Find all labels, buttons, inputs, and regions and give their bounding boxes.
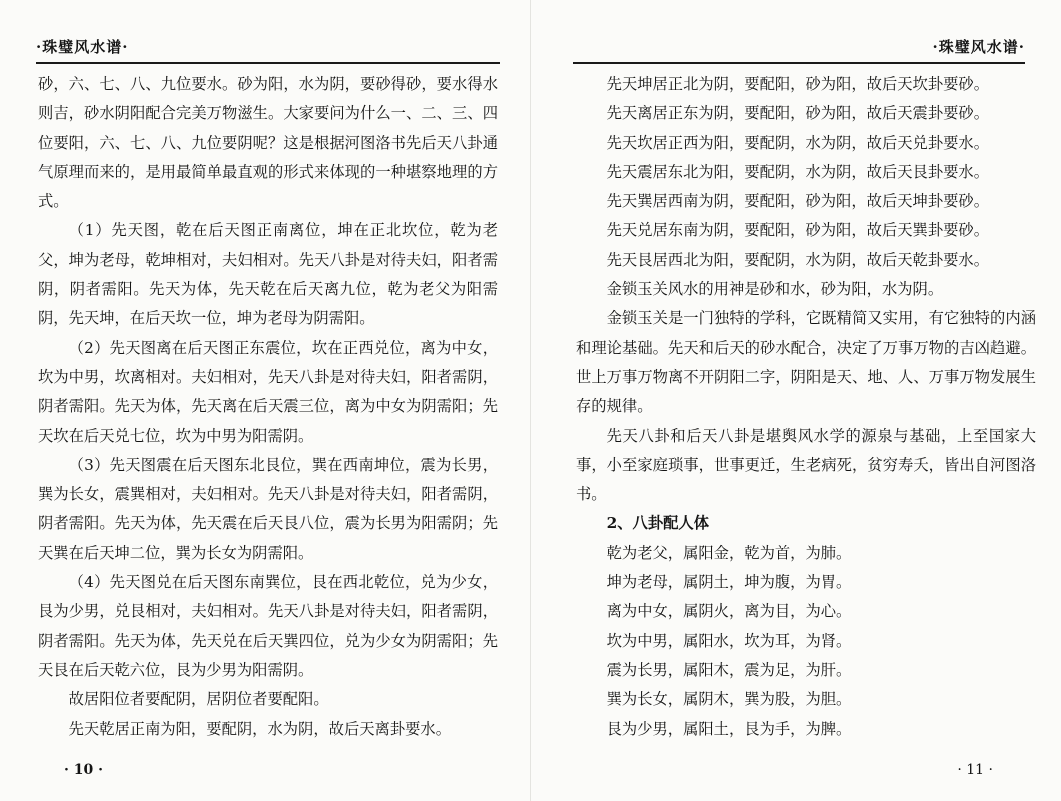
- right-page: [531, 0, 1061, 801]
- body-paragraph: 砂，六、七、八、九位要水。砂为阳，水为阴，要砂得砂，要水得水则吉，砂水阴阳配合完美万物滋生。大家要问为什么一、二、三、四位要阳，六、七、八、九位要阴呢？这是根据河图洛书先后天八卦通气原理而来的，是用最简单最直观的形式来体现的一种堪察地理的方式。: [38, 75, 498, 211]
- left-page-body: [38, 70, 498, 744]
- body-paragraph: 先天坤居正北为阴，要配阳，砂为阳，故后天坎卦要砂。: [606, 75, 990, 93]
- list-item: 坤为老母，属阴土，坤为腹，为胃。: [606, 573, 852, 592]
- header-rule: [36, 62, 500, 64]
- body-paragraph: 先天乾居正南为阳，要配阴，水为阴，故后天离卦要水。: [68, 719, 452, 738]
- list-item: 巽为长女，属阴木，巽为股，为胆。: [606, 690, 852, 709]
- page-number: · 11 ·: [957, 762, 993, 778]
- header-rule: [573, 62, 1025, 64]
- body-paragraph: 金锁玉关风水的用神是砂和水，砂为阳，水为阴。: [606, 280, 944, 299]
- page-number: · 10 ·: [64, 762, 103, 778]
- body-paragraph: 先天震居东北为阳，要配阴，水为阴，故后天艮卦要水。: [606, 162, 990, 181]
- left-page: [0, 0, 530, 801]
- body-paragraph: 先天兑居东南为阴，要配阳，砂为阳，故后天巽卦要砂。: [606, 221, 990, 240]
- body-paragraph: （3）先天图震在后天图东北艮位，巽在西南坤位，震为长男，巽为长女，震巽相对，夫妇相对。先天八卦是对待夫妇，阳者需阴，阴者需阳。先天为体，先天震在后天艮八位，震为长男为阳需阴；先天巽在后天坤二位，巽为长女为阴需阳。: [38, 455, 498, 562]
- body-paragraph: 先天八卦和后天八卦是堪舆风水学的源泉与基础，上至国家大事，小至家庭琐事，世事更迁，生老病死，贫穷寿夭，皆出自河图洛书。: [576, 426, 1036, 504]
- body-paragraph: 金锁玉关是一门独特的学科，它既精简又实用，有它独特的内涵和理论基础。先天和后天的砂水配合，决定了万事万物的吉凶趋避。世上万事万物离不开阴阳二字，阴阳是天、地、人、万事万物发展生存的规律。: [576, 309, 1036, 416]
- running-header-title: ·珠璧风水谱·: [36, 38, 129, 56]
- body-paragraph: 先天离居正东为阴，要配阳，砂为阳，故后天震卦要砂。: [606, 104, 990, 123]
- body-paragraph: 先天坎居正西为阳，要配阴，水为阴，故后天兑卦要水。: [606, 133, 990, 152]
- list-item: 艮为少男，属阳土，艮为手，为脾。: [606, 719, 852, 738]
- body-paragraph: 故居阳位者要配阴，居阴位者要配阳。: [68, 690, 329, 709]
- list-item: 坎为中男，属阳水，坎为耳，为肾。: [606, 631, 852, 650]
- body-paragraph: （4）先天图兑在后天图东南巽位，艮在西北乾位，兑为少女，艮为少男，兑艮相对，夫妇相对。先天八卦是对待夫妇，阳者需阴，阴者需阳。先天为体，先天兑在后天巽四位，兑为少女为阴需阳；先天艮在后天乾六位，艮为少男为阳需阴。: [38, 573, 498, 679]
- body-paragraph: 先天艮居西北为阳，要配阴，水为阴，故后天乾卦要水。: [606, 250, 990, 269]
- list-item: 离为中女，属阴火，离为目，为心。: [606, 602, 852, 621]
- body-paragraph: 先天巽居西南为阴，要配阳，砂为阳，故后天坤卦要砂。: [606, 192, 990, 211]
- list-item: 震为长男，属阳木，震为足，为肝。: [606, 660, 852, 679]
- list-item: 乾为老父，属阳金，乾为首，为肺。: [606, 543, 852, 562]
- body-paragraph: （2）先天图离在后天图正东震位，坎在正西兑位，离为中女，坎为中男，坎离相对。夫妇相对，先天八卦是对待夫妇，阳者需阴，阴者需阳。先天为体，先天离在后天震三位，离为中女为阴需阳；先天坎在后天兑七位，坎为中男为阳需阴。: [38, 338, 498, 445]
- running-header-title: ·珠璧风水谱·: [932, 38, 1025, 56]
- body-paragraph: （1）先天图，乾在后天图正南离位，坤在正北坎位，乾为老父，坤为老母，乾坤相对，夫妇相对。先天八卦是对待夫妇，阳者需阴，阴者需阳。先天为体，先天乾在后天离九位，乾为老父为阳需阴，先天坤，在后天坎一位，坤为老母为阴需阳。: [38, 221, 498, 328]
- right-page-body: [576, 70, 1036, 744]
- section-heading: 2、八卦配人体: [606, 514, 710, 533]
